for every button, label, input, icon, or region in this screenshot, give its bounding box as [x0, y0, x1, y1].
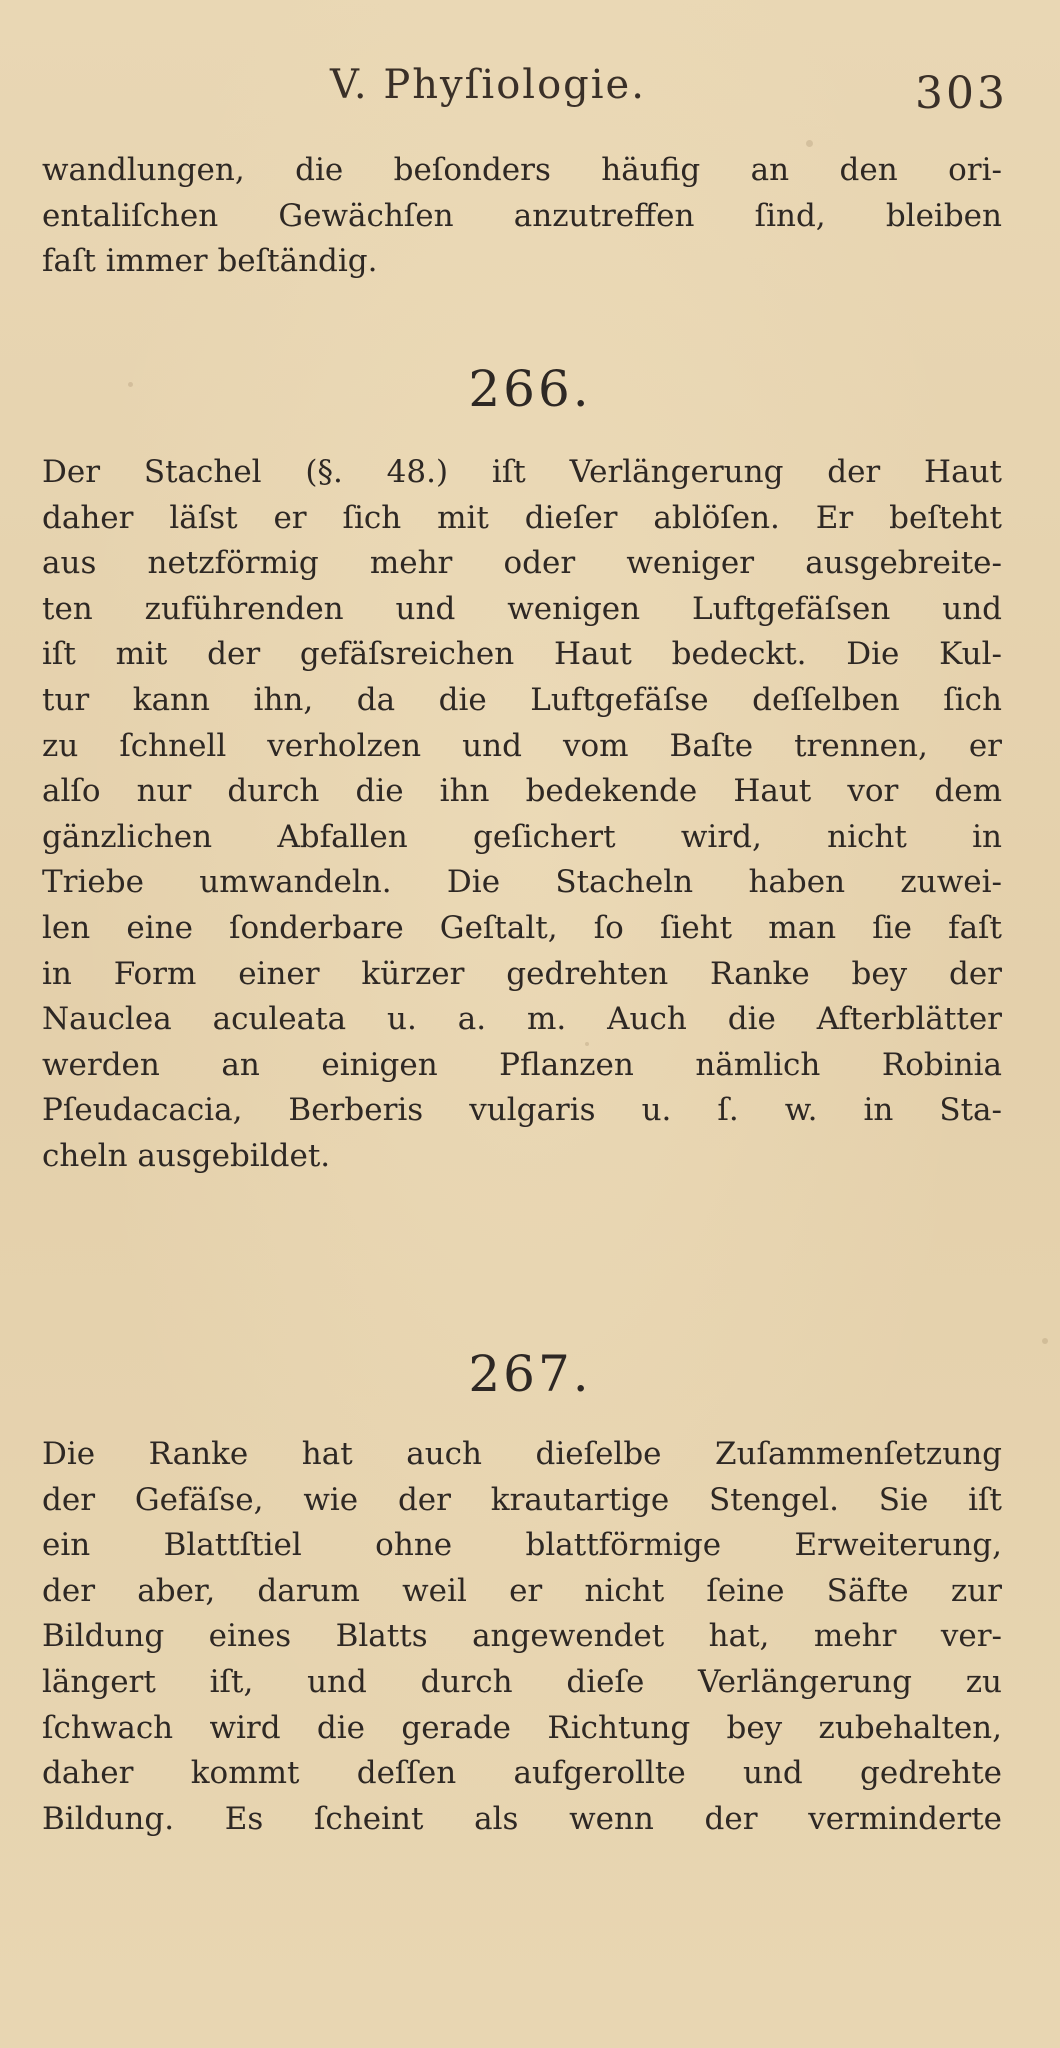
text-line: Nauclea aculeata u. a. m. Auch die Afterblätter: [42, 1001, 1002, 1038]
page-number: 303: [915, 68, 1008, 119]
section-267-paragraph: [42, 1432, 1002, 1842]
text-line: ten zuführenden und wenigen Luftgefäſsen und: [42, 590, 1002, 627]
text-line: Bildung. Es ſcheint als wenn der verminderte: [42, 1800, 1002, 1837]
paper-stain: [806, 140, 813, 147]
text-line: Triebe umwandeln. Die Stacheln haben zuwei-: [42, 864, 1002, 901]
text-line: ſchwach wird die gerade Richtung bey zubehalten,: [42, 1709, 1002, 1746]
text-line: daher kommt deſſen aufgerollte und gedrehte: [42, 1755, 1002, 1792]
paper-stain: [1042, 1338, 1048, 1344]
section-number: 267.: [468, 1345, 592, 1403]
text-line: faſt immer beſtändig.: [42, 243, 378, 280]
text-line: wandlungen, die beſonders häufig an den ori-: [42, 152, 1002, 188]
text-line: der Gefäſse, wie der krautartige Stengel. Sie iſt: [42, 1481, 1002, 1518]
intro-paragraph: [42, 148, 1002, 285]
text-line: alſo nur durch die ihn bedekende Haut vor dem: [42, 773, 1002, 810]
text-line: aus netzförmig mehr oder weniger ausgebreite-: [42, 545, 1002, 582]
text-line: Bildung eines Blatts angewendet hat, mehr ver-: [42, 1618, 1002, 1655]
section-number: 266.: [468, 360, 592, 418]
page-header: [0, 62, 1060, 118]
text-line: der aber, darum weil er nicht ſeine Säfte zur: [42, 1572, 1002, 1609]
text-line: iſt mit der gefäſsreichen Haut bedeckt. Die Kul-: [42, 636, 1002, 673]
text-line: werden an einigen Pflanzen nämlich Robinia: [42, 1046, 1002, 1083]
text-line: len eine ſonderbare Geſtalt, ſo ſieht man ſie faſt: [42, 909, 1002, 946]
text-line: längert iſt, und durch dieſe Verlängerung zu: [42, 1663, 1002, 1700]
text-line: in Form einer kürzer gedrehten Ranke bey der: [42, 955, 1002, 992]
text-line: Der Stachel (§. 48.) iſt Verlängerung der Haut: [42, 454, 1002, 490]
section-266-paragraph: [42, 450, 1002, 1180]
text-line: ein Blattſtiel ohne blattförmige Erweiterung,: [42, 1527, 1002, 1564]
text-line: daher läſst er ſich mit dieſer ablöſen. Er beſteht: [42, 499, 1002, 536]
text-line: zu ſchnell verholzen und vom Baſte trennen, er: [42, 727, 1002, 764]
text-line: Die Ranke hat auch dieſelbe Zuſammenſetzung: [42, 1436, 1002, 1472]
text-line: entaliſchen Gewächſen anzutreffen ſind, bleiben: [42, 197, 1002, 234]
text-line: gänzlichen Abfallen geſichert wird, nicht in: [42, 818, 1002, 855]
text-line: Pſeudacacia, Berberis vulgaris u. ſ. w. in Sta-: [42, 1092, 1002, 1129]
text-line: cheln ausgebildet.: [42, 1137, 331, 1174]
running-head: V. Phyſiologie.: [330, 62, 646, 108]
text-line: tur kann ihn, da die Luftgefäſse deſſelben ſich: [42, 681, 1002, 718]
